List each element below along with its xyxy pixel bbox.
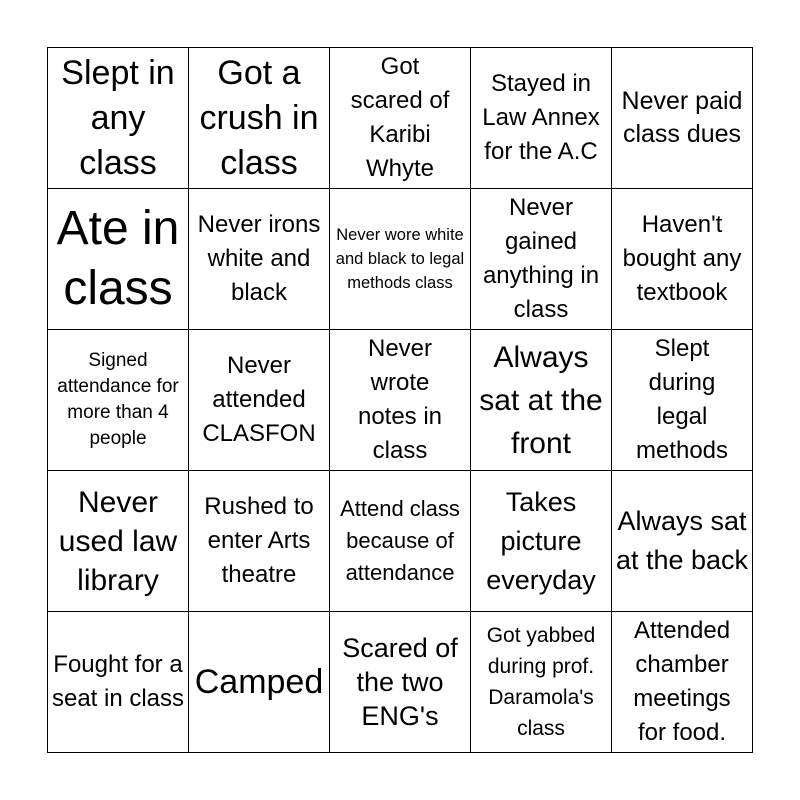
cell-text: Always sat at the back <box>615 506 749 575</box>
bingo-cell-r4c2[interactable] <box>189 471 330 612</box>
bingo-cell-r2c5[interactable] <box>612 189 753 330</box>
cell-text: Never wrote notes in class <box>357 335 443 464</box>
cell-text: Got scared of Karibi Whyte <box>350 53 450 182</box>
bingo-cell-r1c3[interactable] <box>330 48 471 189</box>
bingo-cell-r3c3[interactable] <box>330 330 471 471</box>
cell-text: Never attended CLASFON <box>202 352 316 447</box>
cell-text: Haven't bought any textbook <box>622 211 742 306</box>
bingo-cell-r5c3[interactable] <box>330 612 471 753</box>
cell-text: Never used law library <box>58 485 178 597</box>
bingo-cell-r3c1[interactable] <box>48 330 189 471</box>
bingo-cell-r4c4[interactable] <box>471 471 612 612</box>
bingo-cell-r4c5[interactable] <box>612 471 753 612</box>
bingo-cell-r2c4[interactable] <box>471 189 612 330</box>
bingo-cell-r4c1[interactable] <box>48 471 189 612</box>
cell-text: Slept during legal methods <box>635 335 729 464</box>
bingo-cell-r4c3[interactable] <box>330 471 471 612</box>
bingo-cell-r2c1[interactable] <box>48 189 189 330</box>
bingo-cell-r2c2[interactable] <box>189 189 330 330</box>
cell-text: Always sat at the front <box>479 340 603 460</box>
cell-text: Never irons white and black <box>197 211 321 306</box>
bingo-cell-r5c5[interactable] <box>612 612 753 753</box>
bingo-cell-r5c2[interactable] <box>189 612 330 753</box>
cell-text: Fought for a seat in class <box>51 651 185 712</box>
cell-text: Scared of the two ENG's <box>342 633 458 731</box>
cell-text: Ate in class <box>56 202 180 315</box>
cell-text: Camped <box>194 662 324 701</box>
bingo-cell-r2c3[interactable] <box>330 189 471 330</box>
cell-text: Slept in any class <box>61 53 175 182</box>
bingo-board <box>47 47 753 753</box>
cell-text: Signed attendance for more than 4 people <box>57 350 179 449</box>
bingo-cell-r1c5[interactable] <box>612 48 753 189</box>
cell-text: Takes picture everyday <box>486 486 596 595</box>
bingo-cell-r1c2[interactable] <box>189 48 330 189</box>
cell-text: Got a crush in class <box>199 53 319 182</box>
bingo-cell-r1c4[interactable] <box>471 48 612 189</box>
bingo-cell-r5c1[interactable] <box>48 612 189 753</box>
cell-text: Never wore white and black to legal methods class <box>335 226 465 292</box>
bingo-cell-r5c4[interactable] <box>471 612 612 753</box>
bingo-cell-r3c5[interactable] <box>612 330 753 471</box>
cell-text: Never gained anything in class <box>482 194 600 323</box>
cell-text: Attended chamber meetings for food. <box>633 617 731 746</box>
bingo-cell-r3c4[interactable] <box>471 330 612 471</box>
cell-text: Rushed to enter Arts theatre <box>204 493 314 588</box>
cell-text: Stayed in Law Annex for the A.C <box>482 70 600 165</box>
cell-text: Attend class because of attendance <box>340 496 460 585</box>
cell-text: Never paid class dues <box>621 87 743 148</box>
cell-text: Got yabbed during prof. Daramola's class <box>486 624 596 740</box>
bingo-cell-r1c1[interactable] <box>48 48 189 189</box>
bingo-cell-r3c2[interactable] <box>189 330 330 471</box>
